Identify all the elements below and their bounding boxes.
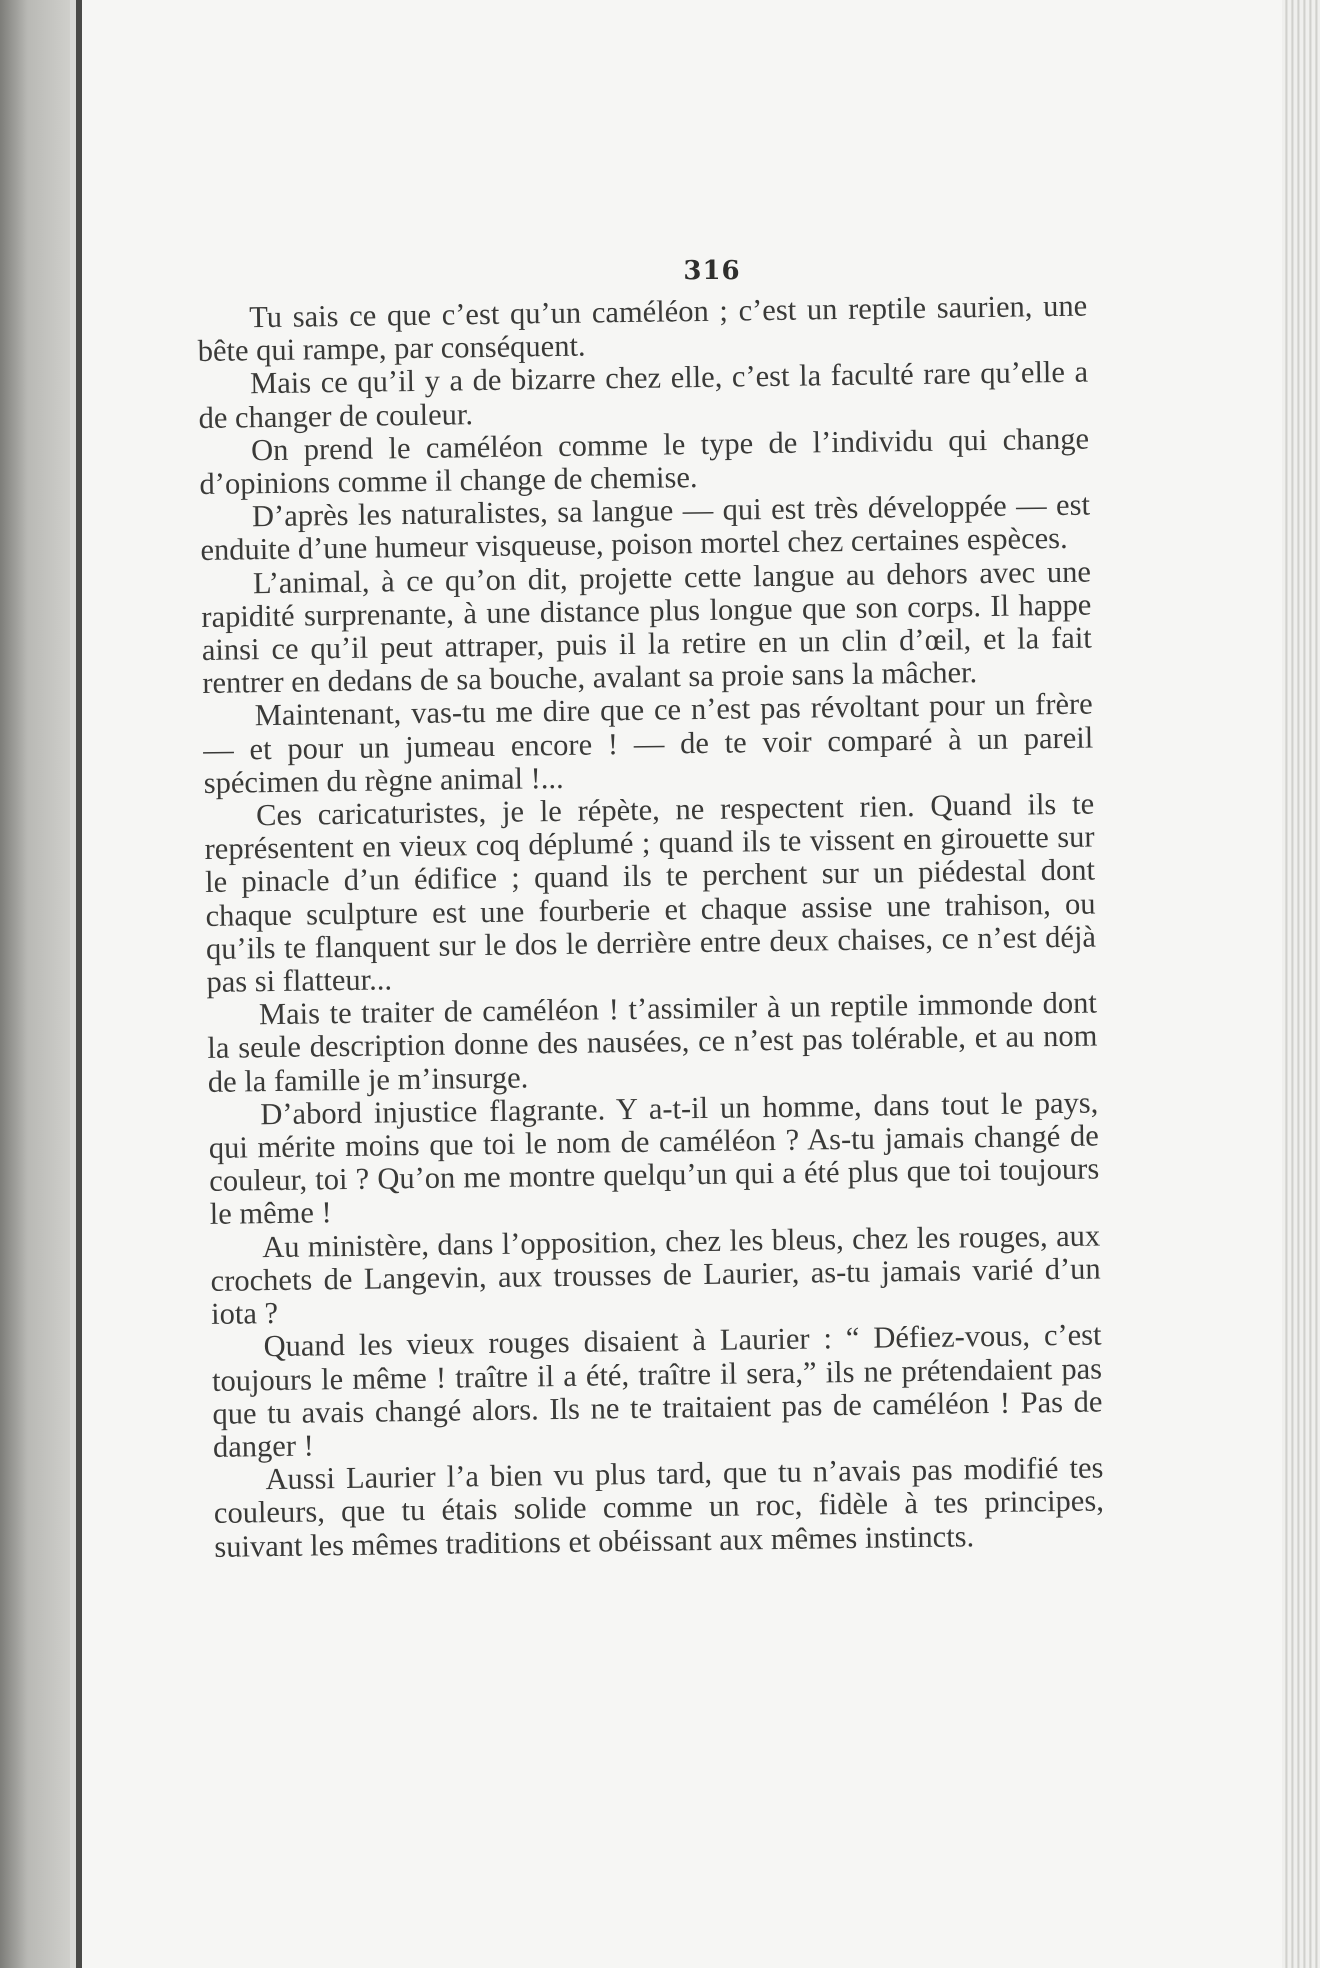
paragraph: Aussi Laurier l’a bien vu plus tard, que tu n’avais pas modifié tes couleurs, que tu étais solide comme un roc, fidèle à tes principes, suivant les mêmes traditions et obéissant aux mêmes instincts. bbox=[213, 1450, 1105, 1564]
paragraph: Mais te traiter de caméléon ! t’assimiler à un reptile immonde dont la seule description donne des nausées, ce n’est pas tolérable, et au nom de la famille je m’insurge. bbox=[207, 985, 1098, 1099]
page-text bbox=[197, 290, 1105, 1564]
book-page bbox=[82, 0, 1282, 1968]
paragraph: D’après les naturalistes, sa langue — qui est très développée — est enduite d’une humeur visqueuse, poison mortel chez certaines espèces. bbox=[200, 487, 1091, 568]
paragraph: D’abord injustice flagrante. Y a-t-il un homme, dans tout le pays, qui mérite moins que toi le nom de caméléon ? As-tu jamais changé de couleur, toi ? Qu’on me montre quelqu’un qui a été plus que toi toujours le même ! bbox=[208, 1085, 1100, 1232]
paragraph: Au ministère, dans l’opposition, chez les bleus, chez les rouges, aux crochets de Langevin, aux trousses de Laurier, as-tu jamais varié d’un iota ? bbox=[210, 1218, 1101, 1331]
page-number: 316 bbox=[683, 256, 741, 286]
paragraph: Tu sais ce que c’est qu’un caméléon ; c’est un reptile saurien, une bête qui rampe, par conséquent. bbox=[197, 288, 1088, 369]
paragraph: Maintenant, vas-tu me dire que ce n’est pas révoltant pour un frère — et pour un jumeau encore ! — de te voir comparé à un pareil spécimen du règne animal !... bbox=[203, 686, 1094, 800]
paragraph: On prend le caméléon comme le type de l’individu qui change d’opinions comme il change de chemise. bbox=[199, 421, 1090, 501]
paragraph: L’animal, à ce qu’on dit, projette cette langue au dehors avec une rapidité surprenante, à une distance plus longue que son corps. Il happe ainsi ce qu’il peut attraper, puis il la retire en un clin d’œil, et la fait rentrer en dedans de sa bouche, avalant sa proie sans la mâcher. bbox=[201, 554, 1093, 701]
paragraph: Ces caricaturistes, je le répète, ne respectent rien. Quand ils te représentent en vieux coq déplumé ; quand ils te vissent en girouette sur le pinacle d’un édifice ; quand ils te perchent sur un piédestal dont chaque sculpture est une fourberie et chaque assise une trahison, ou qu’ils te flanquent sur le dos le derrière entre deux chaises, ce n’est déjà pas si flatteur... bbox=[204, 786, 1097, 999]
book-binding bbox=[0, 0, 70, 1968]
paragraph: Mais ce qu’il y a de bizarre chez elle, c’est la faculté rare qu’elle a de changer de couleur. bbox=[198, 354, 1089, 435]
paragraph: Quand les vieux rouges disaient à Laurier : “ Défiez-vous, c’est toujours le même ! traître il a été, traître il sera,” ils ne prétendaient pas que tu avais changé alors. Ils ne te traitaient pas de caméléon ! Pas de danger ! bbox=[211, 1317, 1103, 1464]
